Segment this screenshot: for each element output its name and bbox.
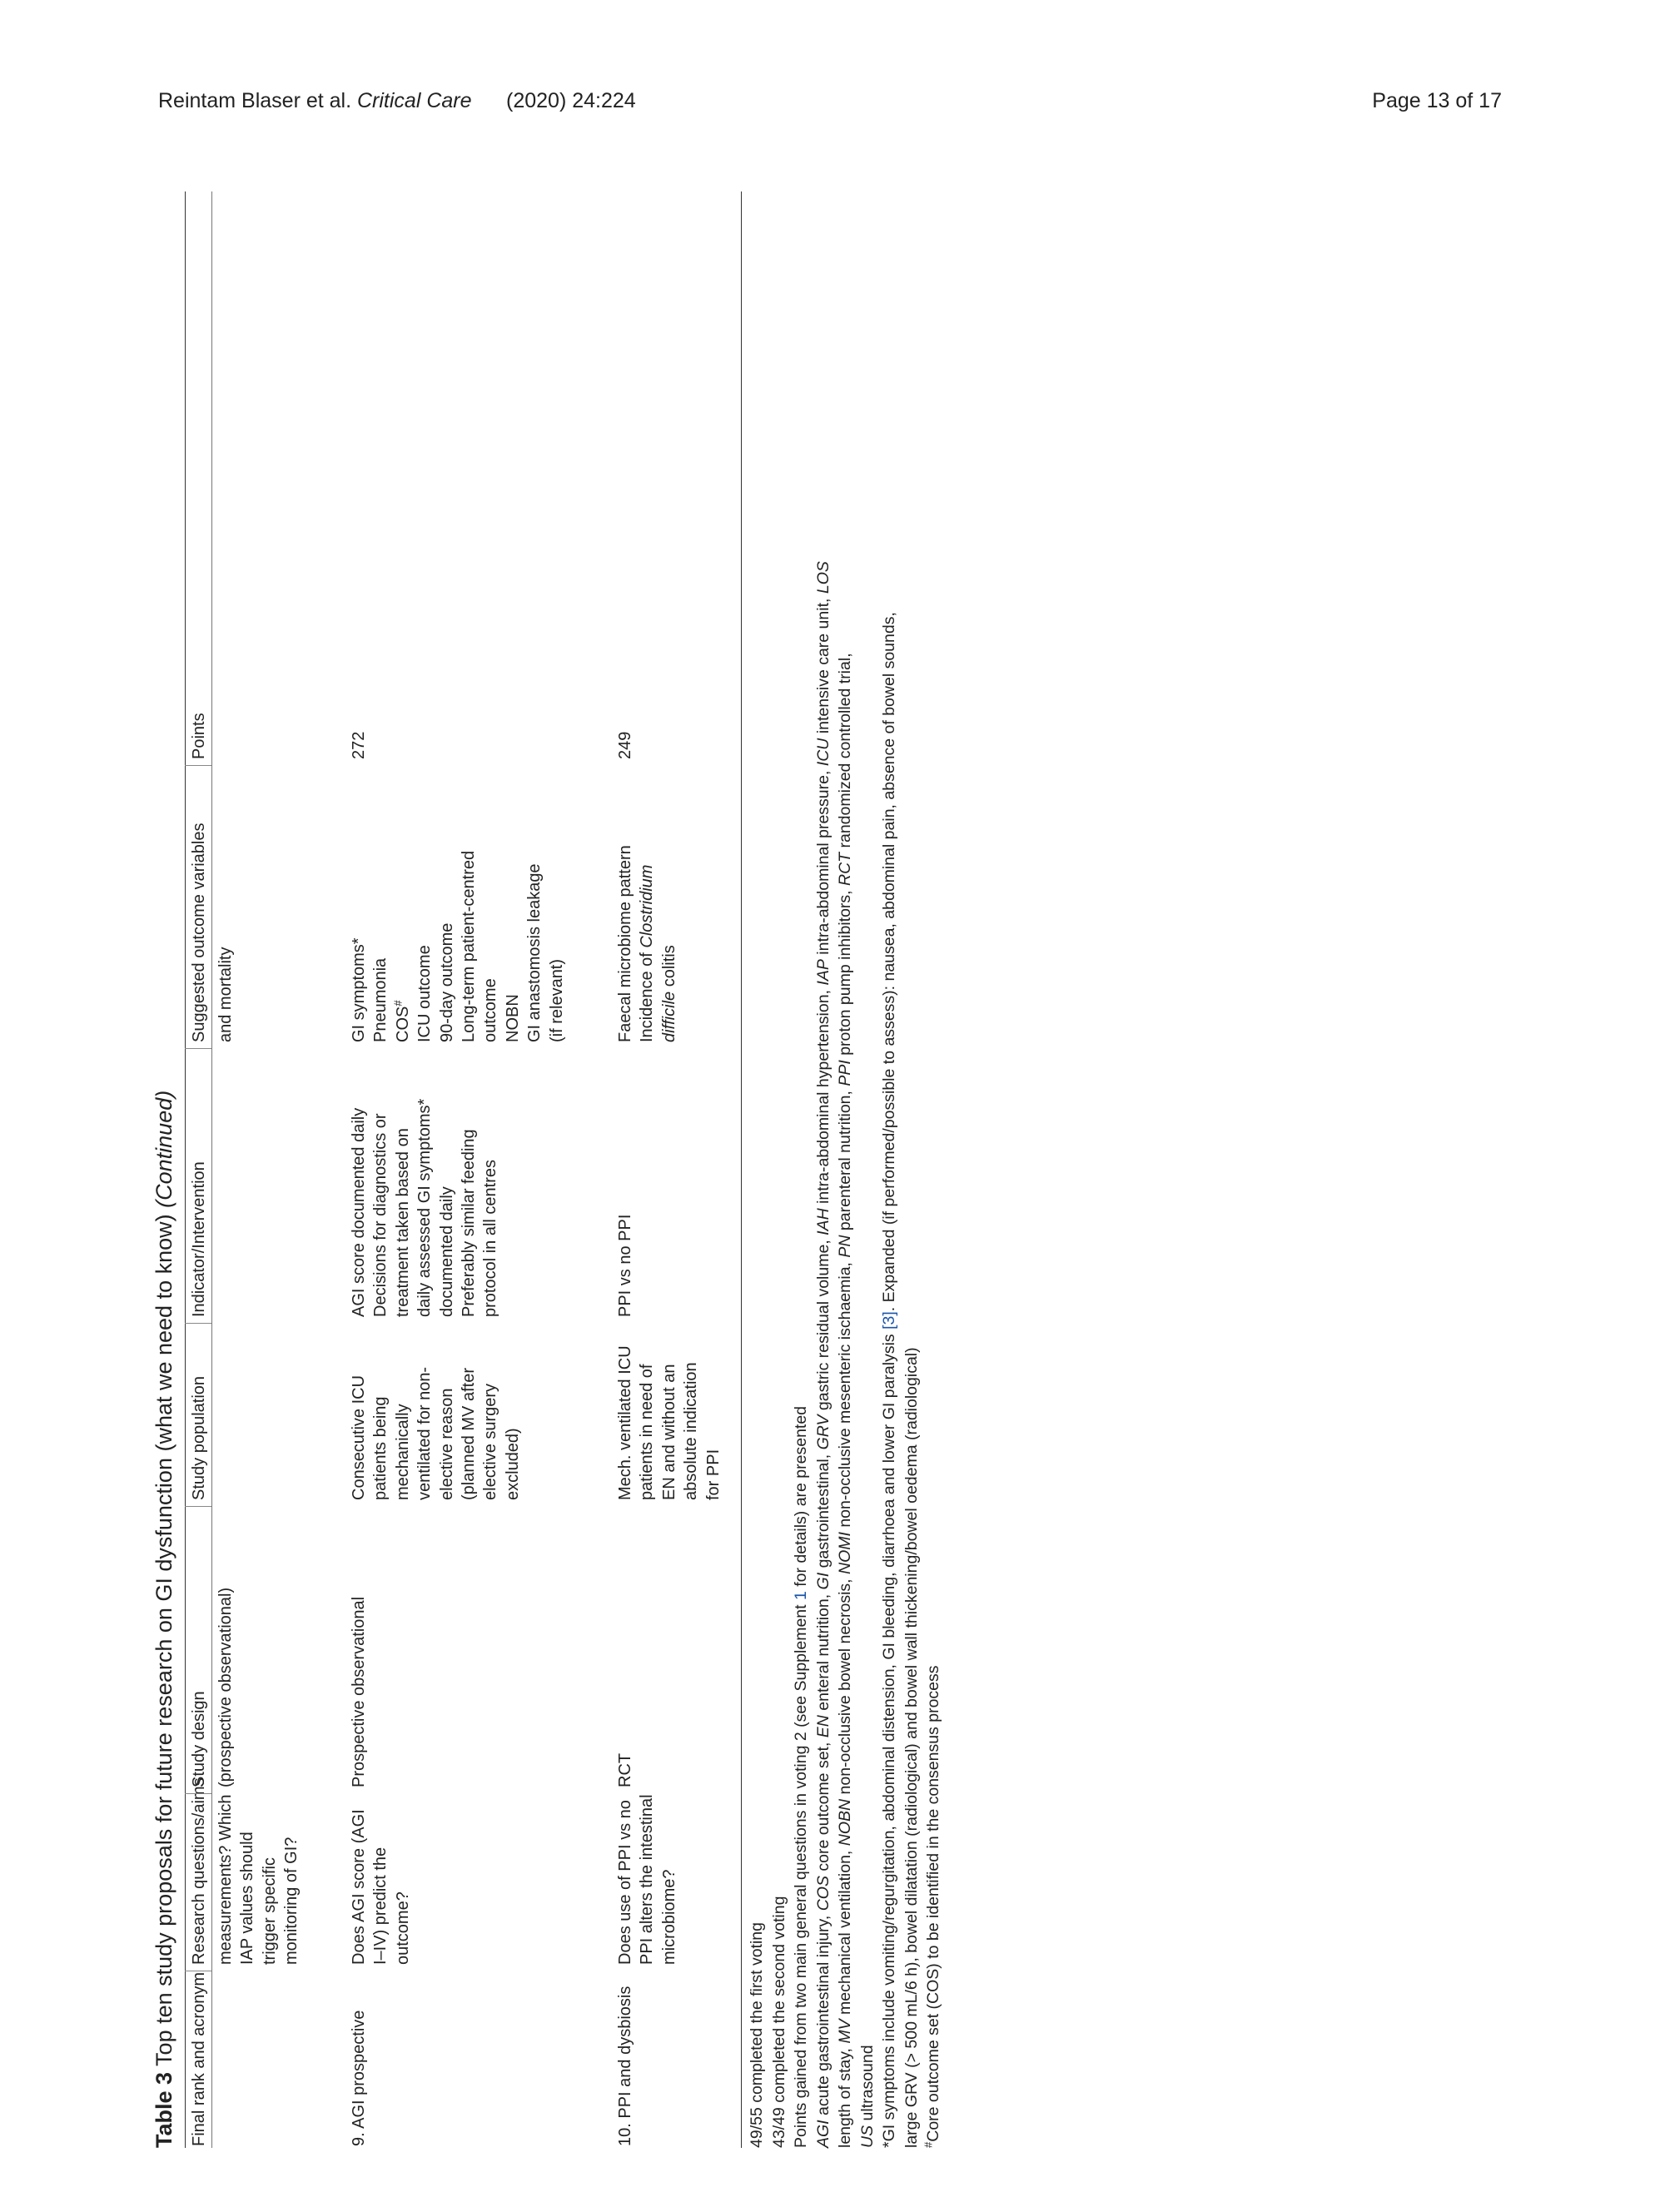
cell-line: NOBN — [503, 994, 522, 1042]
cell-design — [215, 1588, 236, 1787]
abbreviation-term: GI — [813, 1572, 832, 1590]
table-label: Table 3 — [152, 2071, 176, 2148]
abbreviation-term: RCT — [836, 852, 855, 886]
cell-line: GI symptoms* — [350, 937, 368, 1042]
cell-line: GI anastomosis leakage — [525, 863, 544, 1042]
col-separator — [185, 1793, 211, 1794]
footnote-gi-symptoms-cont: large GRV (> 500 mL/6 h), bowel dilatation (radiological) and bowel wall thickening/bowel oedema (radiological) — [902, 1347, 921, 2148]
footnote-text: . Expanded (if performed/possible to assess): nausea, abdominal pain, absence of bowel sounds, — [880, 612, 899, 1312]
cell-line: 10. PPI and dysbiosis — [616, 1986, 634, 2146]
col-separator — [185, 1506, 211, 1507]
cell-questions — [348, 1809, 414, 1965]
abbreviation-term: MV — [836, 2019, 855, 2044]
cell-line: elective surgery — [481, 1383, 500, 1500]
cell-line: RCT — [616, 1752, 634, 1787]
table-footnotes — [746, 191, 945, 2148]
cell-line — [636, 845, 658, 1042]
cell-line: patients being — [371, 1396, 390, 1500]
table-bottom-rule — [741, 191, 742, 2148]
abbreviation-term: ICU — [813, 738, 832, 767]
cell-line: Does AGI score (AGI — [350, 1809, 368, 1965]
table-title: Top ten study proposals for future research on GI dysfunction (what we need to know) — [152, 1214, 176, 2066]
cell-line: IAP values should — [238, 1832, 257, 1965]
cell-intervention — [614, 1215, 636, 1317]
cell-line: PPI vs no PPI — [616, 1214, 634, 1317]
cell-line: Long-term patient-centred — [459, 850, 478, 1042]
col-header-intervention: Indicator/Intervention — [190, 1161, 208, 1317]
col-separator — [185, 765, 211, 766]
cell-line: Preferably similar feeding — [459, 1129, 478, 1317]
cell-line: and mortality — [216, 947, 235, 1042]
cell-outcomes — [614, 845, 680, 1042]
footnote-abbreviations-2 — [834, 191, 857, 2148]
cos-mark: # — [391, 1000, 405, 1007]
abbreviation-term: NOBN — [836, 1798, 855, 1847]
cell-line: AGI score documented daily — [350, 1107, 368, 1317]
col-header-points: Points — [190, 713, 208, 759]
abbreviation-definition: core outcome set, — [813, 1737, 832, 1876]
cell-line: microbiome? — [659, 1869, 678, 1965]
cell-rank — [614, 1986, 636, 2146]
year-volume: (2020) 24:224 — [506, 89, 636, 112]
cell-line: absolute indication — [682, 1362, 701, 1500]
cell-line: elective reason — [437, 1388, 456, 1500]
cell-line: Decisions for diagnostics or — [371, 1113, 390, 1317]
cell-line: Does use of PPI vs no — [616, 1800, 634, 1965]
footnote-text: for details) are presented — [792, 1405, 811, 1592]
table-top-rule — [185, 191, 186, 2148]
abbreviation-term: COS — [813, 1876, 832, 1911]
cell-line: protocol in all centres — [481, 1160, 500, 1317]
cell-line: I–IV) predict the — [371, 1847, 390, 1965]
cell-line: outcome — [481, 978, 500, 1042]
cell-points — [614, 732, 636, 759]
cell-line — [392, 851, 414, 1042]
cell-line: ICU outcome — [415, 945, 435, 1042]
cell-line: monitoring of GI? — [282, 1837, 301, 1965]
cell-outcomes — [348, 851, 568, 1042]
cell-line: Mech. ventilated ICU — [616, 1345, 634, 1500]
abbreviation-definition: non-occlusive bowel necrosis, — [836, 1574, 855, 1799]
abbreviation-definition: intra-abdominal hypertension, — [813, 985, 832, 1209]
cell-line: documented daily — [437, 1186, 456, 1317]
abbreviation-term: LOS — [813, 561, 832, 594]
running-head-citation — [158, 89, 472, 113]
cell-line: Consecutive ICU — [350, 1374, 368, 1500]
points-value: 249 — [616, 731, 634, 759]
cell-line: PPI alters the intestinal — [638, 1794, 657, 1965]
col-header-outcomes: Suggested outcome variables — [190, 823, 208, 1042]
cell-line: Prospective observational — [350, 1596, 368, 1787]
col-header-design: Study design — [190, 1691, 208, 1787]
cell-line: 90-day outcome — [437, 922, 456, 1042]
footnote-text: *GI symptoms include vomiting/regurgitation, abdominal distension, GI bleeding, diarrhoea and lower GI paralysis — [880, 1329, 899, 2148]
cell-line: excluded) — [503, 1428, 522, 1500]
abbreviation-definition: mechanical ventilation, — [836, 1846, 855, 2020]
abbreviation-definition: proton pump inhibitors, — [836, 886, 855, 1061]
authors: Reintam Blaser et al. — [158, 89, 352, 112]
abbreviation-definition: enteral nutrition, — [813, 1589, 832, 1716]
cell-line: Faecal microbiome pattern — [616, 845, 634, 1042]
cell-line: measurements? Which — [216, 1794, 235, 1965]
col-separator — [185, 1048, 211, 1049]
page-number: Page 13 of 17 — [1372, 89, 1502, 112]
reference-link[interactable]: [3] — [880, 1311, 899, 1330]
cell-text: colitis — [659, 945, 678, 987]
abbreviation-definition: parenteral nutrition, — [836, 1086, 855, 1235]
cell-line: (planned MV after — [459, 1368, 478, 1500]
rotated-table-block — [150, 191, 1190, 2148]
footnote-second-voting: 43/49 completed the second voting — [769, 1896, 788, 2148]
cell-line: patients in need of — [638, 1364, 657, 1500]
cell-points — [348, 732, 370, 759]
abbreviation-definition: ultrasound — [857, 2045, 877, 2125]
cell-line: EN and without an — [659, 1364, 678, 1500]
cell-line: ventilated for non- — [415, 1366, 435, 1500]
abbreviation-term: NOMI — [836, 1532, 855, 1574]
footnote-text: Points gained from two main general questions in voting 2 (see Supplement — [792, 1600, 811, 2148]
cell-text: Incidence of — [638, 952, 657, 1042]
cell-outcomes — [215, 947, 236, 1043]
cell-line: 9. AGI prospective — [350, 2010, 368, 2146]
abbreviation-term: US — [857, 2125, 877, 2148]
cell-questions — [215, 1794, 303, 1965]
abbreviation-definition: intensive care unit, — [813, 594, 832, 738]
cell-line: for PPI — [703, 1449, 723, 1500]
footnote-text: Core outcome set (COS) to be identified in the consensus process — [924, 1665, 943, 2142]
cell-line: (prospective observational) — [216, 1587, 235, 1787]
cos-text: COS — [393, 1006, 412, 1042]
cell-line: (if relevant) — [547, 958, 566, 1042]
abbreviation-term: AGI — [813, 2120, 832, 2148]
table-caption — [150, 191, 180, 2148]
cos-mark: # — [922, 2141, 935, 2148]
cell-design — [614, 1753, 636, 1787]
abbreviation-definition: acute gastrointestinal injury, — [813, 1911, 832, 2120]
abbreviation-definition: gastrointestinal, — [813, 1449, 832, 1573]
col-header-questions: Research questions/aims — [190, 1777, 208, 1965]
col-header-rank: Final rank and acronym — [190, 1972, 208, 2146]
cell-design — [348, 1597, 370, 1787]
cell-line: outcome? — [393, 1891, 412, 1965]
footnote-gi-symptoms — [878, 191, 901, 2148]
table-continued: (Continued) — [152, 1090, 176, 1208]
cell-line: treatment taken based on — [393, 1128, 412, 1317]
abbreviation-term: GRV — [813, 1414, 832, 1450]
col-separator — [185, 1323, 211, 1324]
page-header — [0, 0, 1665, 117]
footnote-abbreviations-3 — [857, 191, 879, 2148]
journal-name: Critical Care — [357, 89, 472, 112]
abbreviation-definition: gastric residual volume, — [813, 1235, 832, 1415]
abbreviation-term: IAH — [813, 1208, 832, 1235]
cell-population — [348, 1367, 524, 1500]
cell-intervention — [348, 1099, 502, 1317]
cell-line: trigger specific — [260, 1857, 279, 1965]
footnote-first-voting: 49/55 completed the first voting — [748, 1922, 766, 2148]
abbreviation-term: EN — [813, 1715, 832, 1738]
cell-line: daily assessed GI symptoms* — [415, 1098, 435, 1317]
footnote-cos — [922, 191, 945, 2148]
abbreviation-term: PPI — [836, 1060, 855, 1086]
table-header-rule — [211, 191, 212, 2148]
cell-population — [614, 1345, 724, 1500]
col-header-population: Study population — [190, 1375, 208, 1500]
cell-questions — [614, 1794, 680, 1965]
abbreviation-definition: length of stay, — [836, 2043, 855, 2148]
cell-text-italic: difficile — [659, 991, 678, 1042]
cell-line — [659, 845, 680, 1042]
cell-text-italic: Clostridium — [638, 864, 657, 948]
cell-line: Pneumonia — [371, 957, 390, 1042]
cell-line: mechanically — [393, 1404, 412, 1500]
abbreviation-definition: randomized controlled trial, — [836, 653, 855, 852]
footnote-points — [790, 191, 813, 2148]
points-value: 272 — [350, 731, 368, 759]
abbreviation-term: PN — [836, 1235, 855, 1258]
abbreviation-definition: intra-abdominal pressure, — [813, 766, 832, 960]
footnote-abbreviations-1 — [813, 191, 835, 2148]
supplement-link[interactable]: 1 — [792, 1591, 811, 1601]
cell-rank — [348, 2011, 370, 2146]
abbreviation-definition: non-occlusive mesenteric ischaemia, — [836, 1257, 855, 1533]
abbreviation-term: IAP — [813, 959, 832, 986]
